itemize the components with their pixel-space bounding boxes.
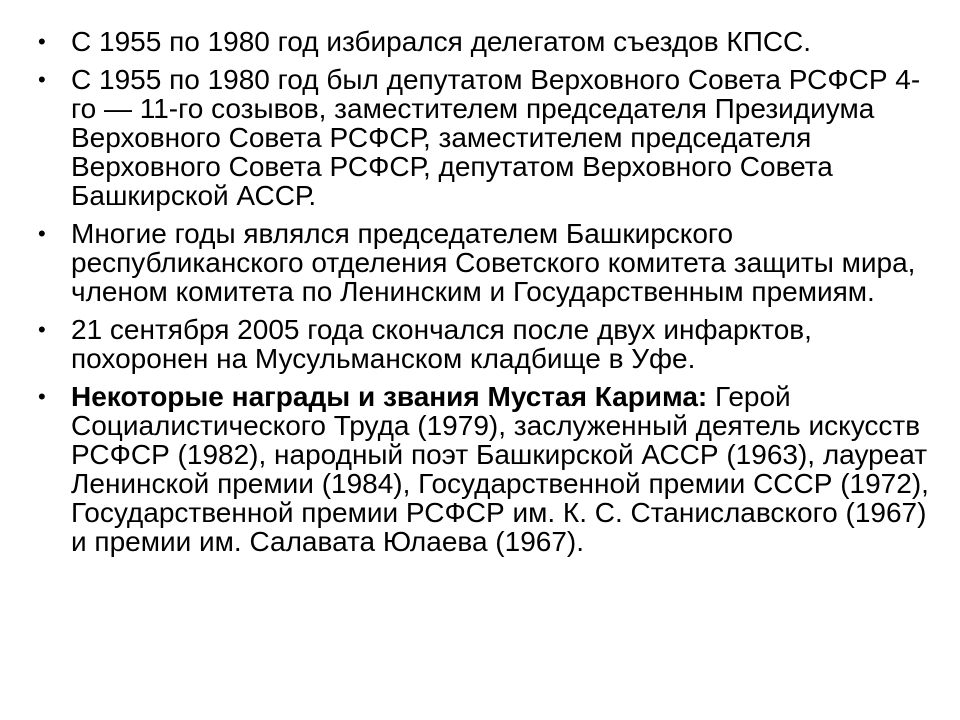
- bullet-item-delegate: [38, 27, 938, 56]
- bullet-text: С 1955 по 1980 год избирался делегатом съездов КПСС.: [71, 26, 812, 57]
- bullet-item-deputy: [38, 65, 938, 210]
- awards-heading: Некоторые награды и звания Мустая Карима:: [71, 381, 708, 412]
- bullet-text: Многие годы являлся председателем Башкирского республиканского отделения Советского комитета защиты мира, членом комитета по Ленинским и Государственным премиям.: [71, 218, 916, 307]
- bullet-list: [38, 27, 938, 565]
- bullet-text: С 1955 по 1980 год был депутатом Верховного Совета РСФСР 4-го — 11-го созывов, заместителем председателя Президиума Верховного Совета РСФСР, заместителем председателя Верховного Совета РСФСР, депутатом Верховного Совета Башкирской АССР.: [71, 64, 921, 211]
- bullet-item-peace-committee: [38, 219, 938, 306]
- bullet-item-awards: [38, 382, 938, 556]
- bullet-item-death: [38, 315, 938, 373]
- bullet-icon: •: [38, 384, 46, 409]
- bullet-icon: •: [38, 29, 46, 54]
- bullet-text: Герой Социалистического Труда (1979), заслуженный деятель искусств РСФСР (1982), народный поэт Башкирской АССР (1963), лауреат Ленинской премии (1984), Государственной премии СССР (1972), Государственной премии РСФСР им. К. С. Станиславского (1967) и премии им. Салавата Юлаева (1967).: [71, 381, 929, 557]
- bullet-icon: •: [38, 221, 46, 246]
- bullet-text: 21 сентября 2005 года скончался после двух инфарктов, похоронен на Мусульманском кладбище в Уфе.: [71, 314, 812, 374]
- bullet-icon: •: [38, 67, 46, 92]
- bullet-icon: •: [38, 317, 46, 342]
